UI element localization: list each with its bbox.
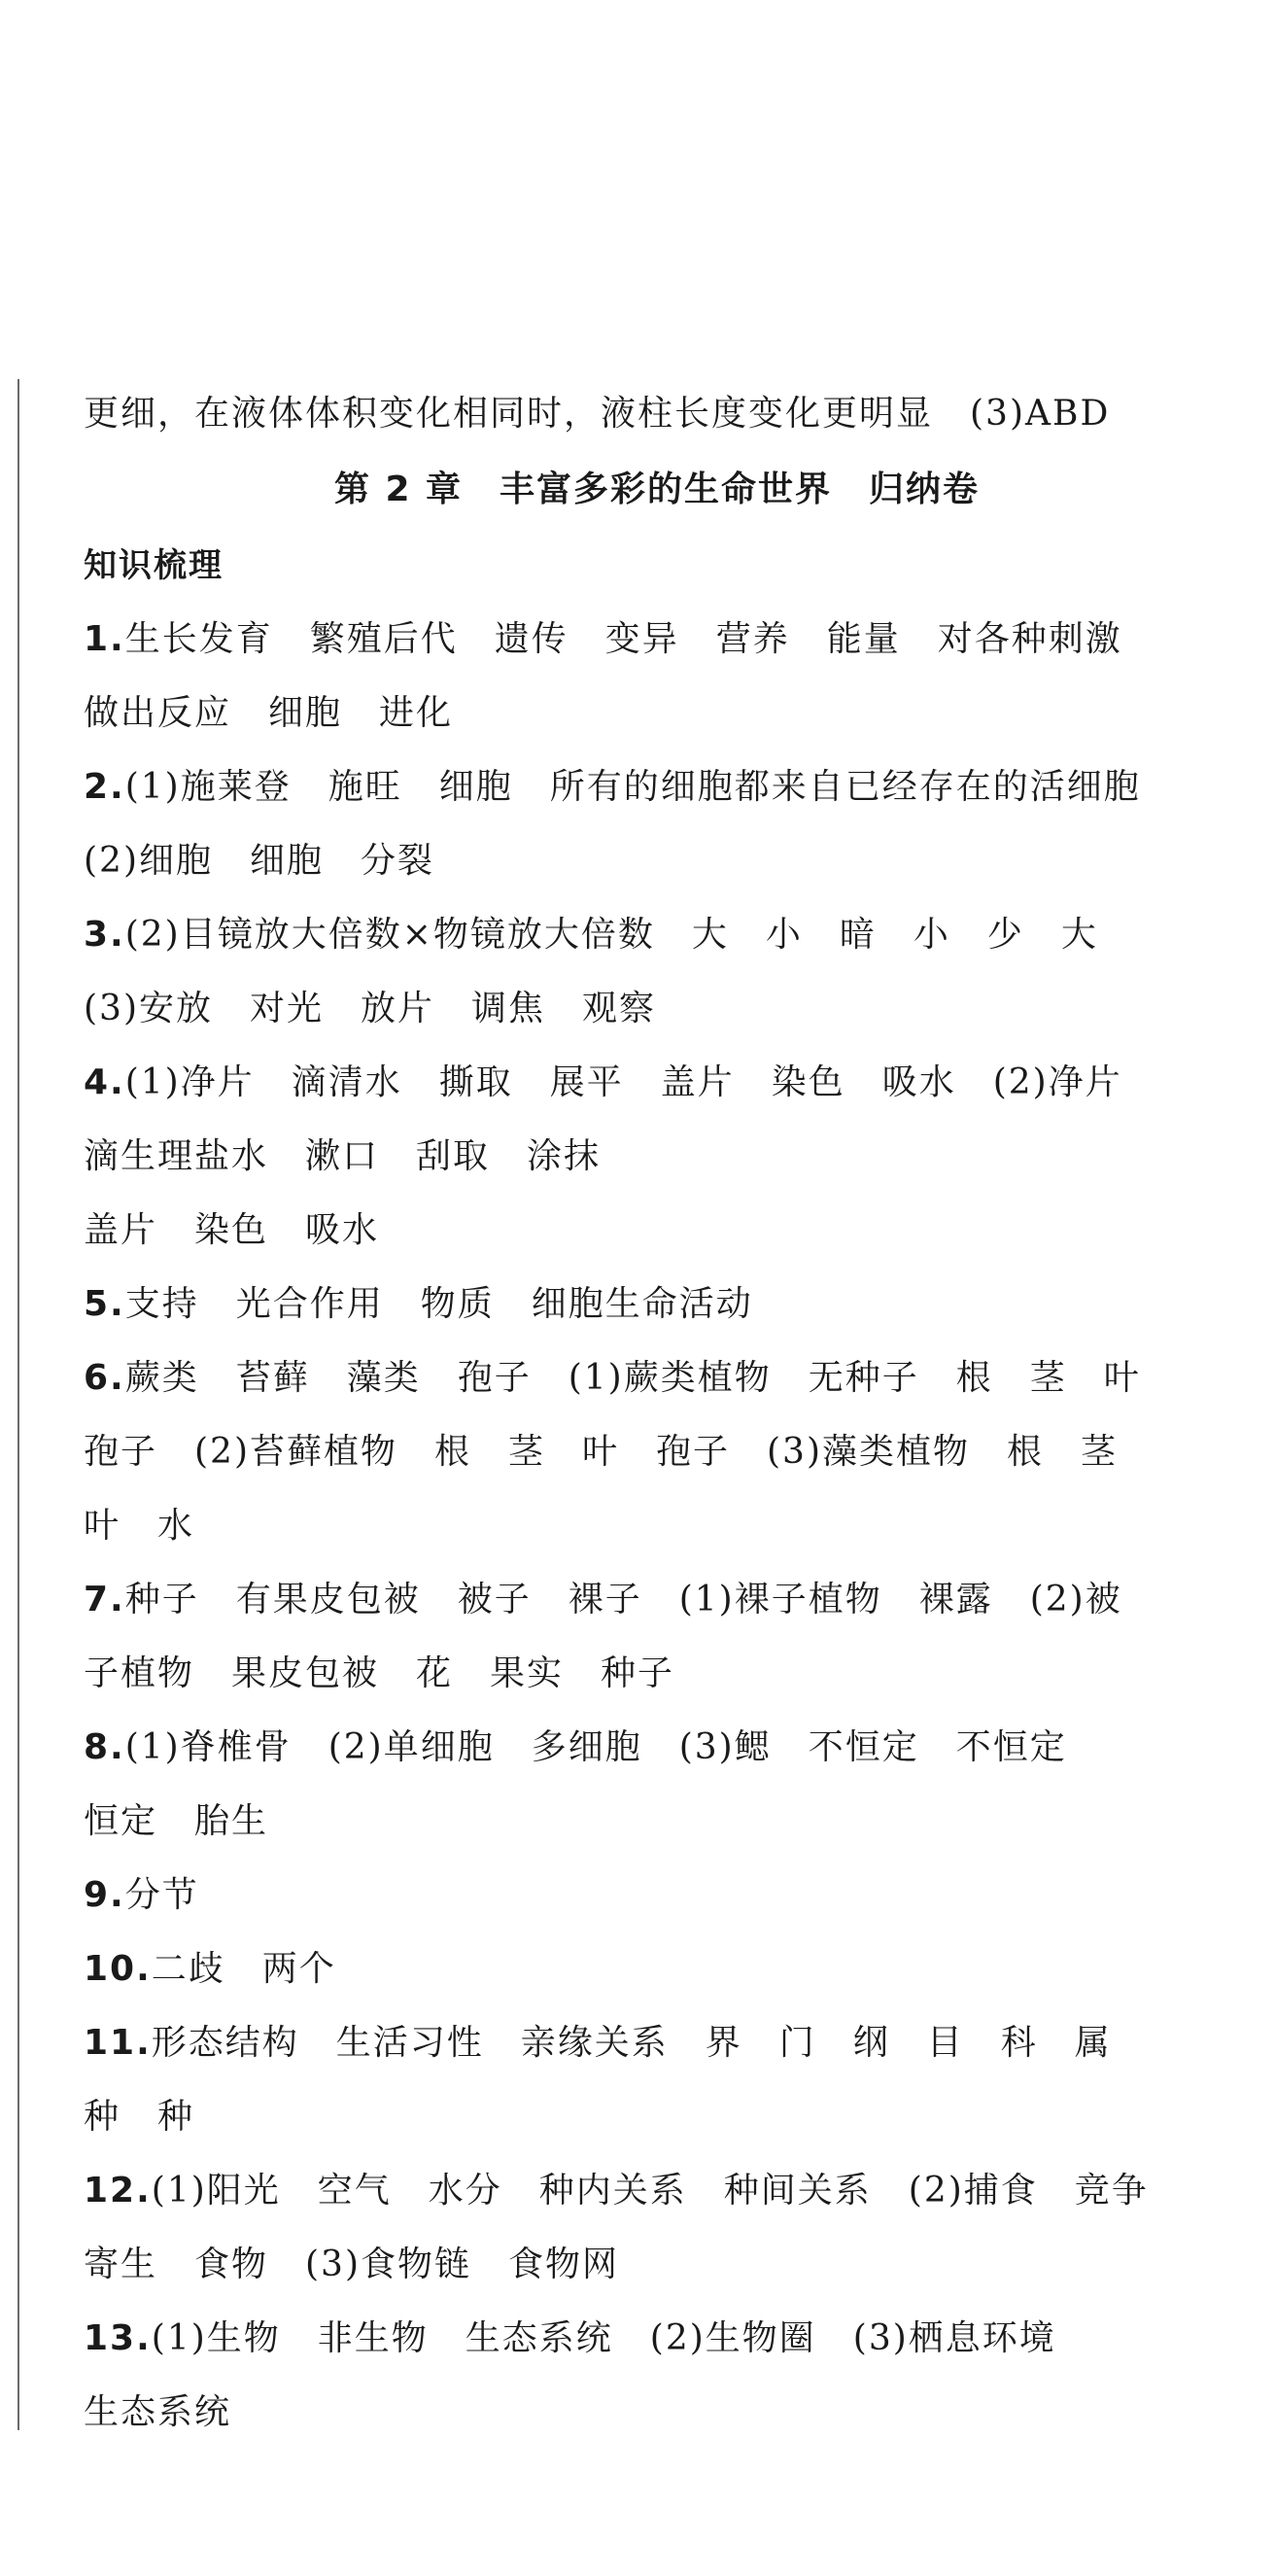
section-title: 知识梳理 (84, 546, 224, 585)
answer-text: (1)净片 滴清水 撕取 展平 盖片 染色 吸水 (2)净片 (124, 1062, 1122, 1102)
item-number: 4. (84, 1062, 125, 1102)
answer-item-3 (84, 898, 1230, 972)
answer-item-3-cont: (3)安放 对光 放片 调焦 观察 (84, 989, 656, 1028)
answer-item-9 (84, 1859, 1230, 1932)
answer-text: 种子 有果皮包被 被子 裸子 (1)裸子植物 裸露 (2)被 (124, 1580, 1122, 1619)
answer-item-12-cont: 寄生 食物 (3)食物链 食物网 (84, 2245, 619, 2284)
item-number: 7. (84, 1580, 125, 1619)
continuation-line: 更细，在液体体积变化相同时，液柱长度变化更明显 (3)ABD (84, 394, 1111, 434)
answer-item-4 (84, 1046, 1230, 1120)
answer-item-13 (84, 2302, 1230, 2376)
answer-item-1-cont: 做出反应 细胞 进化 (84, 693, 454, 733)
answer-text: (1)生物 非生物 生态系统 (2)生物圈 (3)栖息环境 (151, 2318, 1056, 2358)
answer-item-7-cont: 子植物 果皮包被 花 果实 种子 (84, 1654, 675, 1693)
answer-item-12 (84, 2154, 1230, 2228)
item-number: 5. (84, 1284, 125, 1324)
item-number: 6. (84, 1358, 125, 1398)
answer-item-6 (84, 1341, 1230, 1415)
chapter-title: 第 2 章 丰富多彩的生命世界 归纳卷 (333, 470, 981, 509)
answer-item-13-cont: 生态系统 (84, 2392, 232, 2432)
answer-text: 分节 (124, 1875, 199, 1915)
answer-text: 蕨类 苔藓 藻类 孢子 (1)蕨类植物 无种子 根 茎 叶 (124, 1358, 1141, 1398)
item-number: 10. (84, 1949, 152, 1989)
answer-text: 二歧 两个 (151, 1949, 336, 1989)
answer-text: 支持 光合作用 物质 细胞生命活动 (124, 1284, 753, 1324)
answer-item-6-cont: 孢子 (2)苔藓植物 根 茎 叶 孢子 (3)藻类植物 根 茎 (84, 1432, 1118, 1472)
answer-item-11-cont: 种 种 (84, 2097, 195, 2137)
left-margin-rule (17, 379, 19, 2430)
answer-text: (1)阳光 空气 水分 种内关系 种间关系 (2)捕食 竞争 (151, 2171, 1149, 2210)
answer-item-8-cont: 恒定 胎生 (84, 1801, 269, 1841)
answer-item-4-cont: 滴生理盐水 漱口 刮取 涂抹 (84, 1136, 602, 1176)
answer-item-2-cont: (2)细胞 细胞 分裂 (84, 841, 434, 881)
answer-text: 形态结构 生活习性 亲缘关系 界 门 纲 目 科 属 (151, 2023, 1112, 2063)
item-number: 2. (84, 767, 125, 807)
item-number: 13. (84, 2318, 152, 2358)
answer-item-4-cont2: 盖片 染色 吸水 (84, 1210, 380, 1250)
item-number: 9. (84, 1875, 125, 1915)
answer-text: (1)脊椎骨 (2)单细胞 多细胞 (3)鳃 不恒定 不恒定 (124, 1727, 1067, 1767)
answer-item-5 (84, 1268, 1230, 1341)
answer-item-10 (84, 1932, 1230, 2006)
item-number: 1. (84, 619, 125, 659)
answer-item-8 (84, 1711, 1230, 1785)
answer-item-6-cont2: 叶 水 (84, 1506, 195, 1546)
answer-text: (1)施莱登 施旺 细胞 所有的细胞都来自已经存在的活细胞 (124, 767, 1141, 807)
answer-item-11 (84, 2006, 1230, 2080)
answer-item-7 (84, 1563, 1230, 1637)
item-number: 11. (84, 2023, 152, 2063)
answer-item-1 (84, 603, 1230, 677)
answer-text: 生长发育 繁殖后代 遗传 变异 营养 能量 对各种刺激 (124, 619, 1122, 659)
answer-item-2 (84, 750, 1230, 824)
item-number: 12. (84, 2171, 152, 2210)
item-number: 3. (84, 915, 125, 955)
answer-page (84, 377, 1230, 2450)
answer-text: (2)目镜放大倍数×物镜放大倍数 大 小 暗 小 少 大 (124, 915, 1098, 955)
item-number: 8. (84, 1727, 125, 1767)
